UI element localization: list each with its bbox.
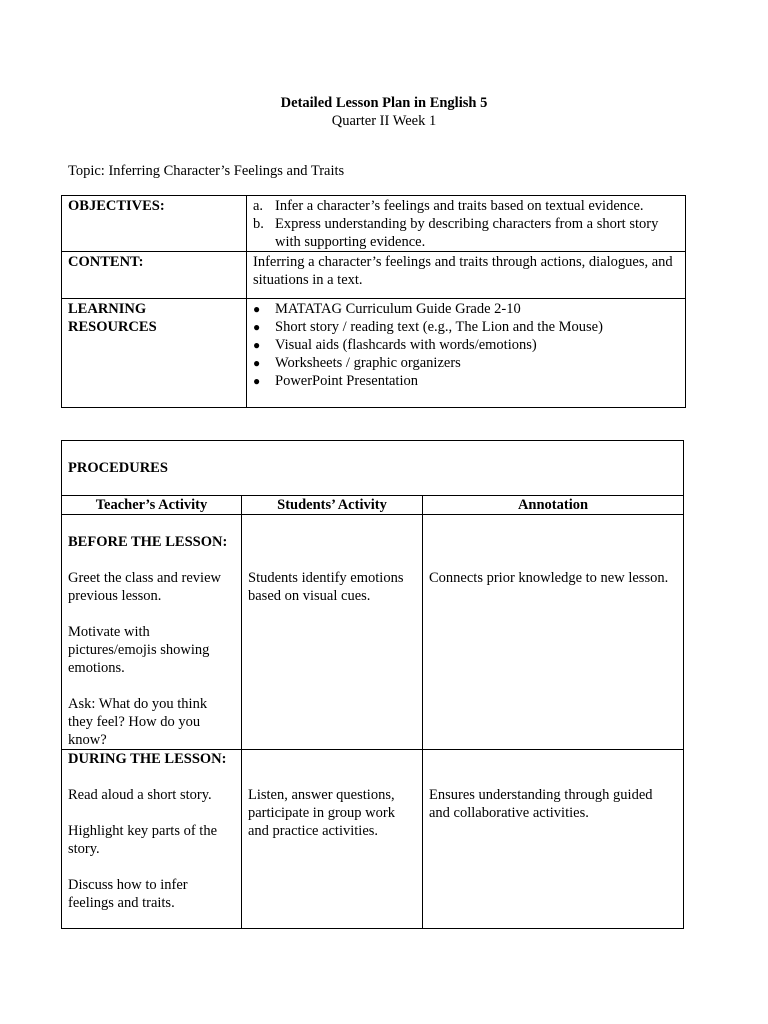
resource-text: PowerPoint Presentation bbox=[275, 373, 418, 389]
document-subtitle: Quarter II Week 1 bbox=[331, 113, 437, 129]
procedures-heading: PROCEDURES bbox=[62, 441, 684, 496]
objective-marker: b. bbox=[253, 216, 264, 232]
resource-item bbox=[253, 336, 679, 354]
annotation-text: Connects prior knowledge to new lesson. bbox=[429, 570, 669, 586]
teacher-step: Motivate with pictures/emojis showing emotions. bbox=[68, 624, 210, 676]
resource-text: Short story / reading text (e.g., The Lion and the Mouse) bbox=[275, 319, 603, 335]
objectives-content bbox=[247, 196, 686, 252]
resource-text: Worksheets / graphic organizers bbox=[275, 355, 461, 371]
teacher-step: Ask: What do you think they feel? How do you know? bbox=[68, 696, 208, 748]
students-activity-text: Listen, answer questions, participate in group work and practice activities. bbox=[248, 787, 395, 839]
during-annotation-cell bbox=[423, 750, 684, 929]
content-label: CONTENT: bbox=[62, 252, 247, 299]
resources-label-line2: RESOURCES bbox=[68, 319, 157, 335]
resources-label-line1: LEARNING bbox=[68, 301, 147, 317]
bullet-icon: ● bbox=[253, 302, 261, 316]
during-teacher-cell bbox=[62, 750, 242, 929]
before-teacher-cell bbox=[62, 515, 242, 750]
lesson-info-table bbox=[61, 195, 686, 408]
teacher-step: Discuss how to infer feelings and traits. bbox=[68, 877, 188, 911]
objective-text: Express understanding by describing characters from a short story with supporting evidence. bbox=[275, 216, 659, 250]
during-lesson-row bbox=[62, 750, 684, 929]
resources-content bbox=[247, 299, 686, 408]
resources-label bbox=[62, 299, 247, 408]
procedures-heading-row bbox=[62, 441, 684, 496]
bullet-icon: ● bbox=[253, 374, 261, 388]
resources-row bbox=[62, 299, 686, 408]
objective-text: Infer a character’s feelings and traits based on textual evidence. bbox=[275, 198, 644, 214]
students-activity-header: Students’ Activity bbox=[242, 496, 423, 515]
resource-text: Visual aids (flashcards with words/emotions) bbox=[275, 337, 537, 353]
document-title: Detailed Lesson Plan in English 5 bbox=[280, 95, 488, 111]
objectives-label: OBJECTIVES: bbox=[62, 196, 247, 252]
content-row bbox=[62, 252, 686, 299]
resource-item bbox=[253, 372, 679, 390]
before-students-cell bbox=[242, 515, 423, 750]
before-annotation-cell bbox=[423, 515, 684, 750]
procedures-table bbox=[61, 440, 684, 929]
objectives-row bbox=[62, 196, 686, 252]
resource-item bbox=[253, 318, 679, 336]
procedures-column-headers bbox=[62, 496, 684, 515]
title-block bbox=[0, 94, 768, 130]
teacher-activity-header: Teacher’s Activity bbox=[62, 496, 242, 515]
before-lesson-heading: BEFORE THE LESSON: bbox=[68, 534, 228, 550]
bullet-icon: ● bbox=[253, 356, 261, 370]
resources-list bbox=[253, 300, 679, 390]
resource-text: MATATAG Curriculum Guide Grade 2-10 bbox=[275, 301, 521, 317]
teacher-step: Read aloud a short story. bbox=[68, 787, 212, 803]
annotation-text: Ensures understanding through guided and collaborative activities. bbox=[429, 787, 653, 821]
before-lesson-row bbox=[62, 515, 684, 750]
resource-item bbox=[253, 354, 679, 372]
teacher-step: Greet the class and review previous lesson. bbox=[68, 570, 221, 604]
content-text: Inferring a character’s feelings and traits through actions, dialogues, and situations in a text. bbox=[247, 252, 686, 299]
annotation-header: Annotation bbox=[423, 496, 684, 515]
topic-line: Topic: Inferring Character’s Feelings and Traits bbox=[68, 163, 345, 179]
objective-marker: a. bbox=[253, 198, 264, 214]
teacher-step: Highlight key parts of the story. bbox=[68, 823, 218, 857]
objectives-list bbox=[253, 197, 679, 251]
objective-item bbox=[253, 215, 679, 251]
objective-item bbox=[253, 197, 679, 215]
resource-item bbox=[253, 300, 679, 318]
students-activity-text: Students identify emotions based on visual cues. bbox=[248, 570, 404, 604]
bullet-icon: ● bbox=[253, 320, 261, 334]
during-students-cell bbox=[242, 750, 423, 929]
bullet-icon: ● bbox=[253, 338, 261, 352]
during-lesson-heading: DURING THE LESSON: bbox=[68, 751, 227, 767]
